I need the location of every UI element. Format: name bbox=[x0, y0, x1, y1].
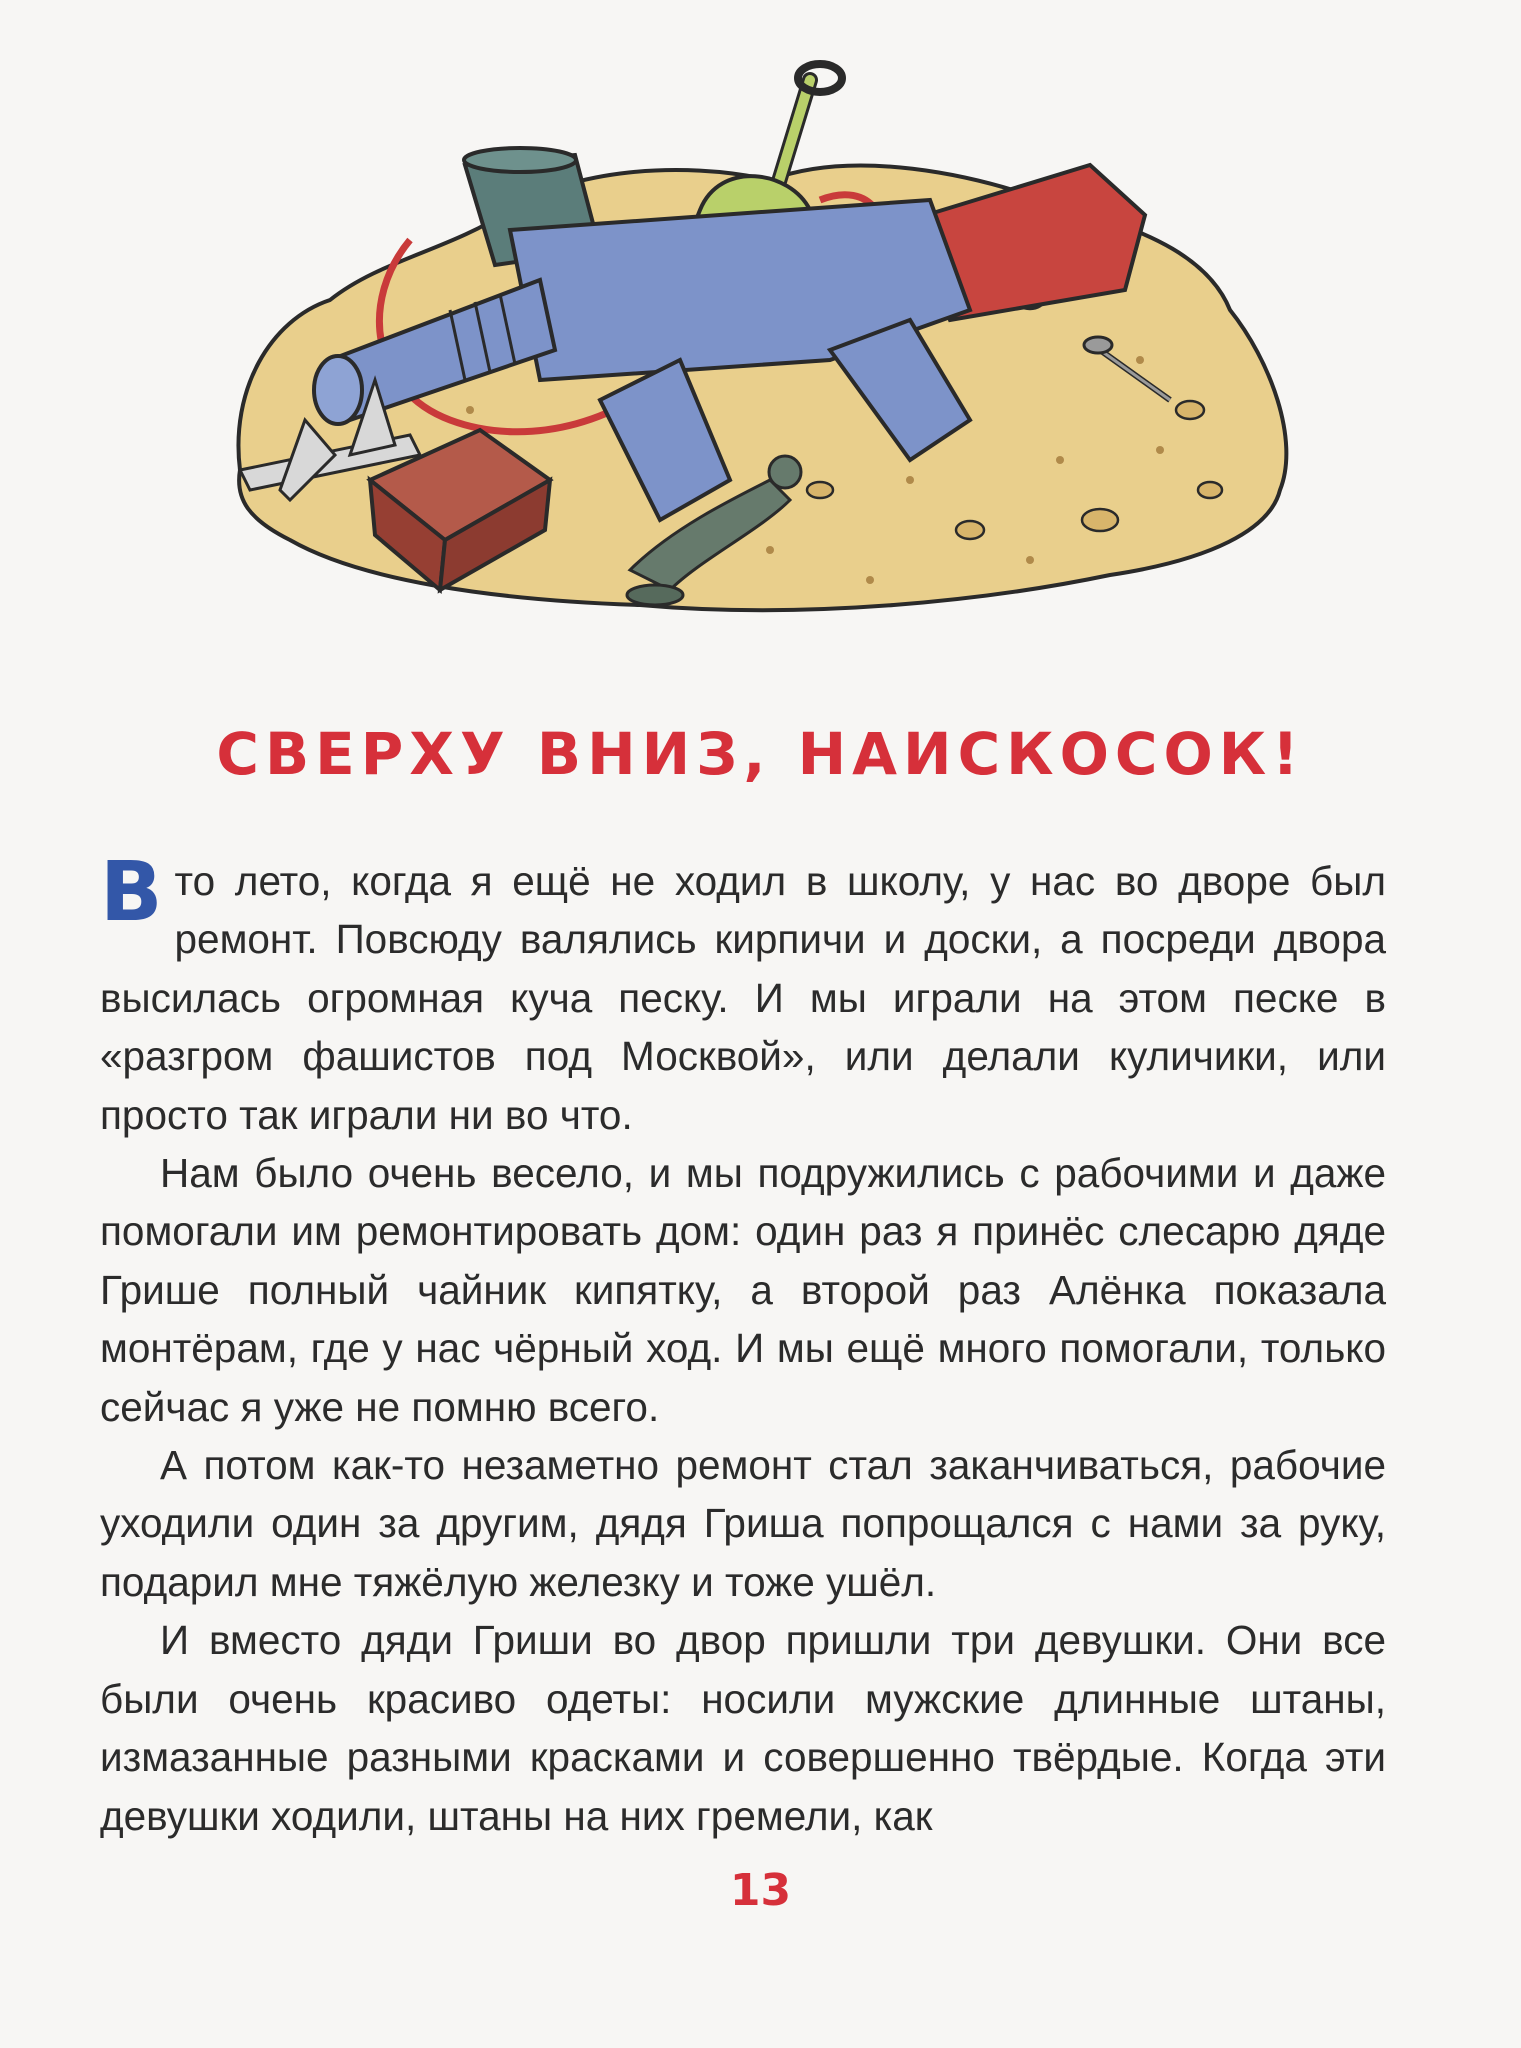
drop-cap: В bbox=[100, 845, 163, 940]
paragraph-2: Нам было очень весело, и мы подружились с рабочими и даже помогали им ремонтировать дом: один раз я принёс слесарю дяде Грише полный чайник кипятку, а второй раз Алёнка показала монтёрам, где у нас чёрный ход. И мы ещё много помогали, только сейчас я уже не помню всего. bbox=[100, 1150, 1386, 1430]
paragraph-3: А потом как-то незаметно ремонт стал заканчиваться, рабочие уходили один за другим, дядя Гриша попрощался с нами за руку, подарил мне тяжёлую железку и тоже ушёл. bbox=[100, 1442, 1386, 1605]
paragraph-1 bbox=[100, 845, 1386, 1144]
chapter-title: СВЕРХУ ВНИЗ, НАИСКОСОК! bbox=[216, 720, 1305, 788]
page-number: 13 bbox=[729, 1865, 792, 1916]
story-text bbox=[100, 845, 1386, 1845]
paragraph-4: И вместо дяди Гриши во двор пришли три девушки. Они все были очень красиво одеты: носили мужские длинные штаны, измазанные разными красками и совершенно твёрдые. Когда эти девушки ходили, штаны на них гремели, как bbox=[100, 1617, 1386, 1839]
paragraph-1-text: то лето, когда я ещё не ходил в школу, у нас во дворе был ремонт. Повсюду валялись кирпичи и доски, а посреди двора высилась огромная куча песку. И мы играли на этом песке в «разгром фашистов под Москвой», или делали куличики, или просто так играли ни во что. bbox=[100, 858, 1386, 1138]
sandpile-illustration bbox=[210, 60, 1320, 650]
